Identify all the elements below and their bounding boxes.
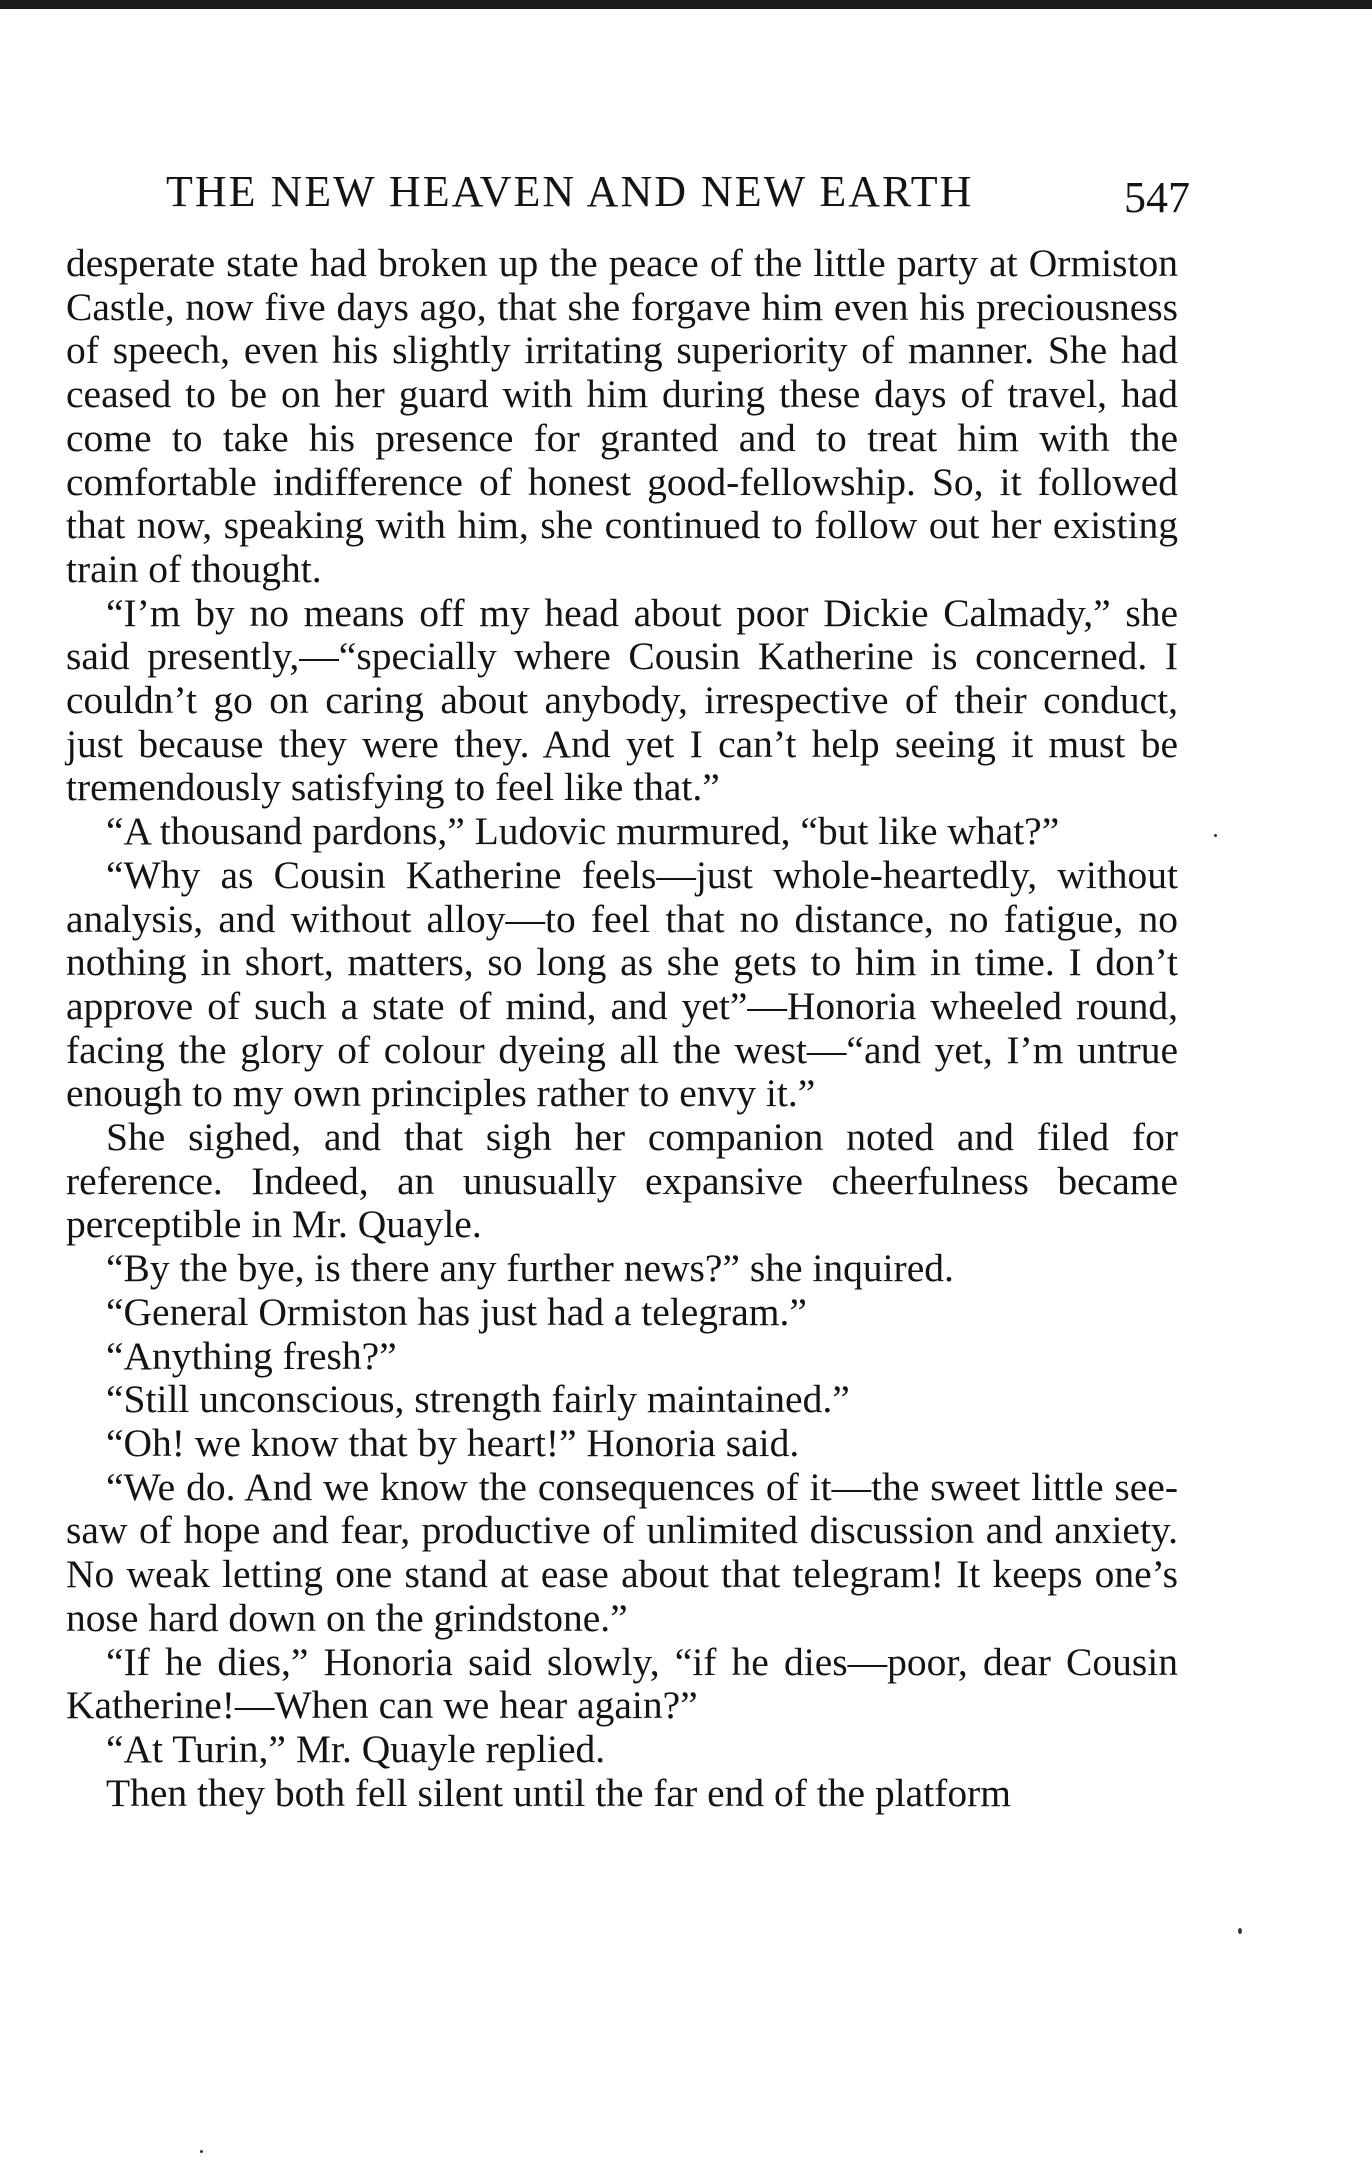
paragraph-still-unconscious: “Still unconscious, strength fairly maintained.” xyxy=(106,1377,850,1422)
paragraph-know-by-heart: “Oh! we know that by heart!” Honoria said. xyxy=(106,1420,800,1465)
paragraph-at-turin: “At Turin,” Mr. Quayle replied. xyxy=(106,1726,606,1771)
running-title: THE NEW HEAVEN AND NEW EARTH xyxy=(166,167,974,216)
scan-speck xyxy=(1214,834,1217,837)
paragraph-honoria-katherine: “Why as Cousin Katherine feels—just whole-heartedly, without analysis, and without alloy—to feel that no distance, no fatigue, no nothing in short, matters, so long as she gets to him in time. I don’t approve of such a state of mind, and yet”—Honoria wheeled round, facing the glory of colour dyeing all the west—“and yet, I’m untrue enough to my own principles rather to envy it.” xyxy=(66,852,1178,1116)
body-text xyxy=(66,242,1178,1815)
paragraph-continued: desperate state had broken up the peace of the little party at Ormiston Castle, now five days ago, that she forgave him even his preciousness of speech, even his slightly irritating superiority of manner. She had ceased to be on her guard with him during these days of travel, had come to take his presence for granted and to treat him with the comfortable indifference of honest good-fellowship. So, it followed that now, speaking with him, she continued to follow out her existing train of thought. xyxy=(66,241,1178,591)
paragraph-see-saw: “We do. And we know the consequences of it—the sweet little see-saw of hope and fear, productive of unlimited discussion and anxiety. No weak letting one stand at ease about that telegram! It keeps one’s nose hard down on the grindstone.” xyxy=(66,1464,1178,1640)
paragraph-sigh: She sighed, and that sigh her companion noted and filed for reference. Indeed, an unusually expansive cheerfulness became perceptible in Mr. Quayle. xyxy=(66,1115,1178,1247)
paragraph-fell-silent: Then they both fell silent until the far end of the platform xyxy=(106,1770,1011,1815)
scan-speck xyxy=(1238,1928,1242,1934)
page-number: 547 xyxy=(1124,173,1190,222)
paragraph-ludovic-question: “A thousand pardons,” Ludovic murmured, “but like what?” xyxy=(106,809,1060,854)
paragraph-news-question: “By the bye, is there any further news?” she inquired. xyxy=(106,1246,954,1291)
page-top-edge xyxy=(0,0,1372,9)
paragraph-telegram: “General Ormiston has just had a telegram.” xyxy=(106,1289,807,1334)
paragraph-anything-fresh: “Anything fresh?” xyxy=(106,1333,397,1378)
paragraph-if-he-dies: “If he dies,” Honoria said slowly, “if he dies—poor, dear Cousin Katherine!—When can we hear again?” xyxy=(66,1639,1178,1728)
paragraph-honoria-dickie: “I’m by no means off my head about poor Dickie Calmady,” she said presently,—“specially where Cousin Katherine is concerned. I couldn’t go on caring about anybody, irrespective of their conduct, just because they were they. And yet I can’t help seeing it must be tremendously satisfying to feel like that.” xyxy=(66,590,1178,810)
page-header xyxy=(160,160,1190,230)
scan-speck xyxy=(200,2150,203,2153)
